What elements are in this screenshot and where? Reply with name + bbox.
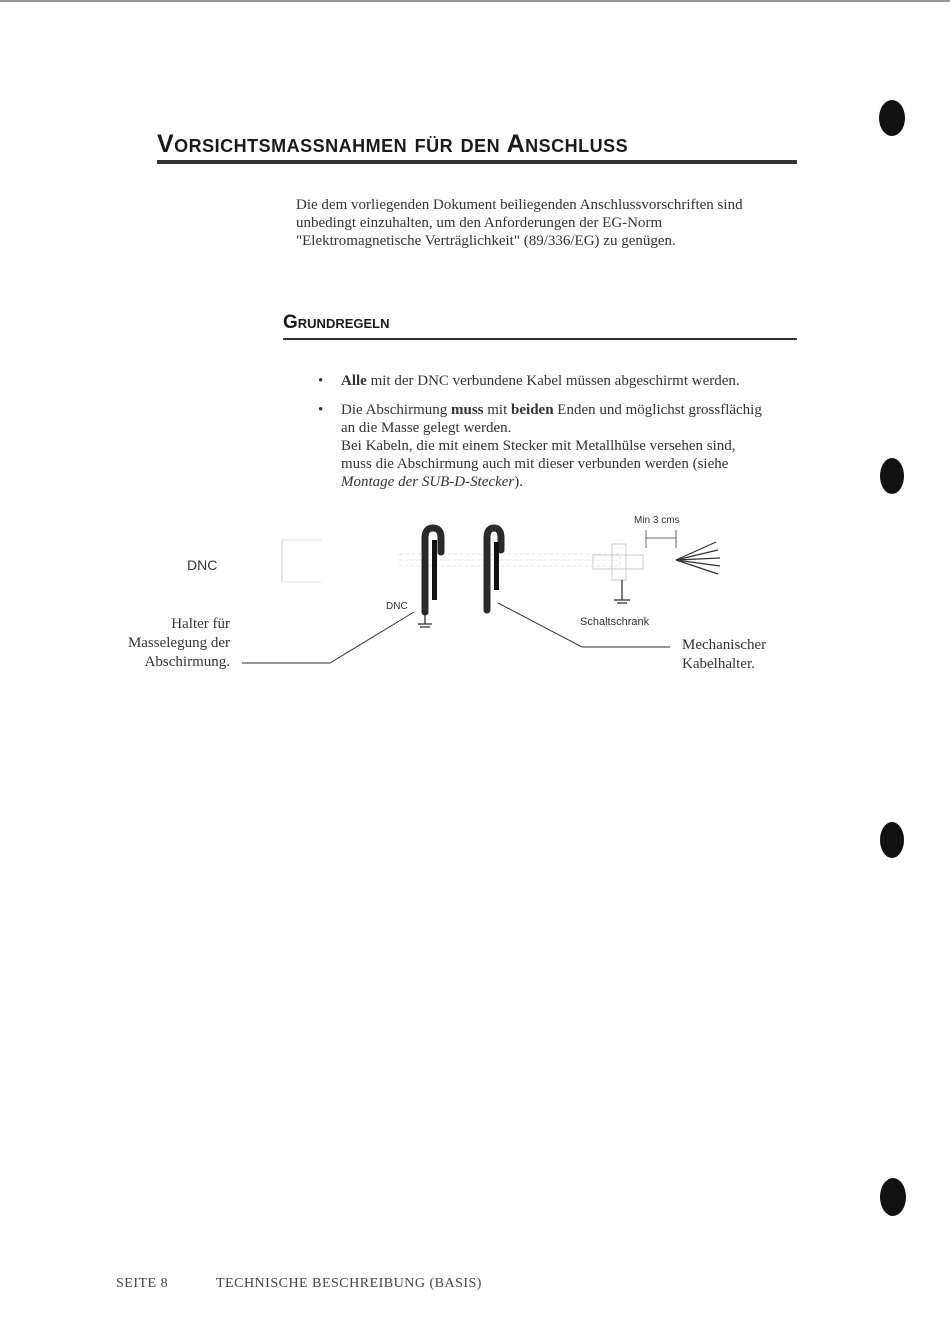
caption-line: Mechanischer [682, 637, 767, 653]
caption-line: Kabelhalter. [682, 656, 755, 672]
list-item [318, 372, 788, 390]
dnc-small-label: DNC [386, 601, 408, 612]
reference-link-text: Montage der SUB-D-Stecker [341, 474, 515, 490]
document-title: TECHNISCHE BESCHREIBUNG (BASIS) [216, 1276, 482, 1291]
page-title: Vorsichtsmassnahmen für den Anschluss [157, 130, 629, 158]
min-distance-label: Min 3 cms [634, 515, 680, 526]
ground-clamp-left [418, 528, 441, 627]
bullet-text: mit der DNC verbundene Kabel müssen abgeschirmt werden. [366, 373, 740, 389]
punch-hole [880, 458, 904, 494]
bullet-text: Bei Kabeln, die mit einem Stecker mit Metallhülse versehen sind, [341, 438, 736, 454]
cabinet-label: Schaltschrank [580, 616, 650, 628]
leader-line-left [242, 612, 414, 663]
bold-text: Alle [341, 373, 367, 389]
intro-line: "Elektromagnetische Verträglichkeit" (89/336/EG) zu genügen. [296, 233, 676, 249]
wire-fan [676, 542, 720, 574]
bullet-text: ). [514, 474, 524, 490]
bullet-icon: • [318, 373, 324, 389]
kabelhalter-caption [682, 636, 766, 674]
bold-text: beiden [511, 402, 554, 418]
page-number: SEITE 8 [116, 1276, 169, 1291]
bullet-icon: • [318, 402, 324, 418]
punch-hole [880, 1178, 906, 1216]
dimension-marker [646, 530, 676, 548]
punch-hole [879, 100, 905, 136]
cable-holder-right [487, 528, 501, 610]
halter-caption [100, 615, 230, 672]
list-item [318, 401, 788, 491]
intro-line: unbedingt einzuhalten, um den Anforderungen der EG-Norm [296, 215, 663, 231]
intro-line: Die dem vorliegenden Dokument beiliegenden Anschlussvorschriften sind [296, 197, 743, 213]
section-title: Grundregeln [283, 312, 390, 333]
section-underline [283, 338, 797, 340]
top-border-line [0, 0, 950, 2]
caption-line: Abschirmung. [144, 654, 230, 670]
dnc-enclosure-outline [282, 540, 322, 582]
bullet-list [318, 372, 788, 502]
caption-line: Masselegung der [127, 635, 230, 651]
title-underline [157, 160, 797, 164]
bullet-text: muss die Abschirmung auch mit dieser verbunden werden (siehe [341, 456, 729, 472]
bullet-text: Enden und möglichst grossflächig [553, 402, 762, 418]
sub-d-connector [593, 544, 643, 603]
bullet-text: Die Abschirmung [341, 402, 451, 418]
page-footer [116, 1276, 482, 1292]
bullet-text: mit [483, 402, 512, 418]
punch-hole [880, 822, 904, 858]
dnc-label: DNC [187, 557, 218, 573]
caption-line: Halter für [171, 616, 230, 632]
bold-text: muss [451, 402, 484, 418]
bullet-text: an die Masse gelegt werden. [341, 420, 512, 436]
intro-paragraph [296, 196, 786, 250]
